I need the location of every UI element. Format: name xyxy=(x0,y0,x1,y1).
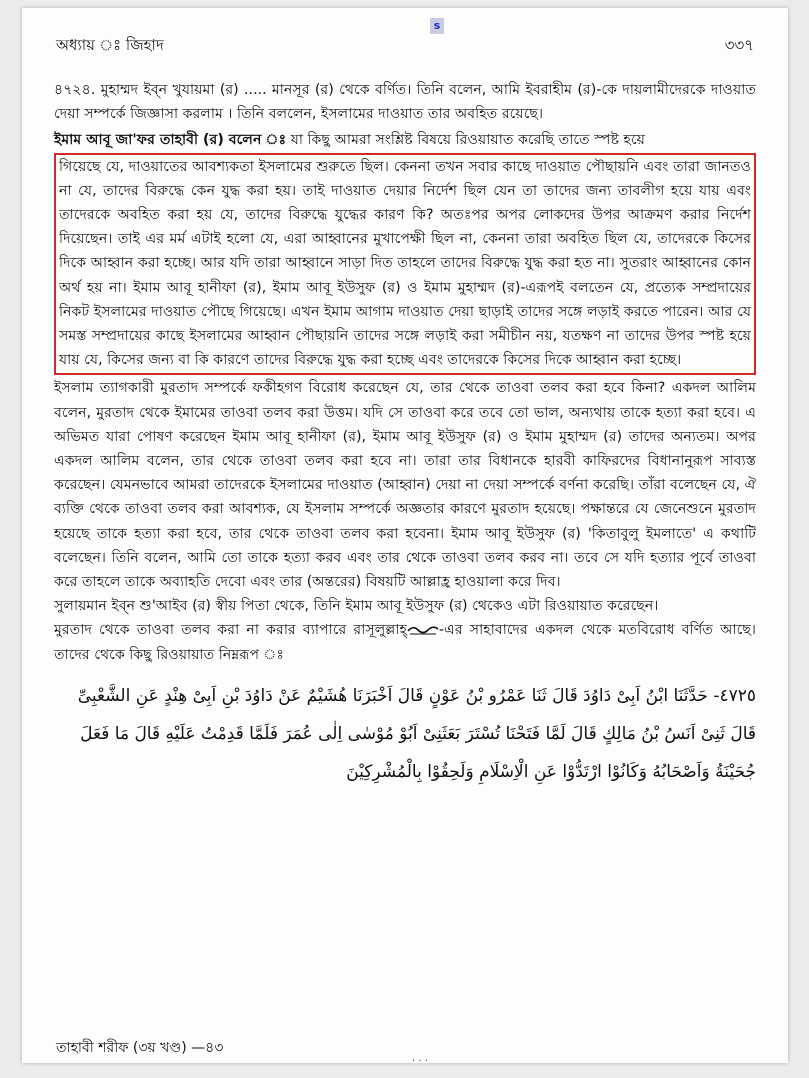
companions-text-b: -এর সাহাবাদের একদল থেকে মতবিরোধ বর্ণিত আছে। তাদের থেকে কিছু রিওয়ায়াত নিম্নরূপ ঃ xyxy=(54,622,756,663)
tahawi-statement xyxy=(54,128,756,152)
footer-mark: · · · xyxy=(412,1056,428,1067)
hadith-4724: ৪৭২৪. মুহাম্মদ ইব্ন খুযায়মা (র) ..... মানসূর (র) থেকে বর্ণিত। তিনি বলেন, আমি ইবরাহীম (র)-কে দায়লামীদেরকে দাওয়াত দেয়া সম্পর্কে জিজ্ঞাসা করলাম । তিনি বললেন, ইসলামের দাওয়াত তার অবহিত রয়েছে। xyxy=(54,82,756,123)
page-number: ৩৩৭ xyxy=(724,36,754,54)
chapter-title: অধ্যায় ঃ জিহাদ xyxy=(56,36,164,54)
companions-paragraph xyxy=(54,618,756,666)
highlighted-passage: গিয়েছে যে, দাওয়াতের আবশ্যকতা ইসলামের শুরুতে ছিল। কেননা তখন সবার কাছে দাওয়াত পৌছায়নি এবং তারা জানতও না যে, তাদের বিরুদ্ধে কেন যুদ্ধ করা হয়। তাই দাওয়াত দেয়ার নির্দেশ ছিল যেন তা তাদের জন্য তাবলীগ হয়ে যায় এবং তাদেরকে অবহিত করা হয় যে, তাদের বিরুদ্ধে যুদ্ধের কারণ কি? অতঃপর অপর লোকদের উপর আক্রমণ করার নির্দেশ দিয়েছেন। তাই এর মর্ম এটাই হলো যে, এরা আহ্বানের মুখাপেক্ষী ছিল না, কেননা তারা অবহিত ছিল যে, তাদেরকে কিসের দিকে আহ্বান করা হচ্ছে। আর যদি তারা আহ্বানে সাড়া দিত তাহলে তাদের বিরুদ্ধে যুদ্ধ করা হত না। সুতরাং আহ্বানের কোন অর্থ হয় না। ইমাম আবূ হানীফা (র), ইমাম আবূ ইউসুফ (র) ও ইমাম মুহাম্মদ (র)-এরূপই বলতেন যে, প্রত্যেক সম্প্রদায়ের নিকট ইসলামের দাওয়াত পৌছে গিয়েছে। এখন ইমাম আগাম দাওয়াত দেয়া ছাড়াই তাদের সঙ্গে লড়াই করতে পারেন। আর যে সমস্ত সম্প্রদায়ের কাছে ইসলামের আহ্বান পৌছায়নি তাদের সঙ্গে লড়াই করা সমীচীন নয়, যতক্ষণ না তাদের উপর স্পষ্ট হয়ে যায় যে, কিসের জন্য বা কি কারণে তাদের বিরুদ্ধে যুদ্ধ করা হচ্ছে এবং তাদেরকে কিসের দিকে আহ্বান করা হচ্ছে। xyxy=(54,153,756,376)
page-marker: s xyxy=(430,18,444,34)
murtad-paragraph: ইসলাম ত্যাগকারী মুরতাদ সম্পর্কে ফকীহগণ বিরোধ করেছেন যে, তার থেকে তাওবা তলব করা হবে কিনা? একদল আলিম বলেন, মুরতাদ থেকে ইমামের তাওবা তলব করা উত্তম। যদি সে তাওবা করে তবে তো ভাল, অন্যথায় তাকে হত্যা করা হবে। এ অভিমত যারা পোষণ করেছেন ইমাম আবূ হানীফা (র), ইমাম আবূ ইউসুফ (র) ও ইমাম মুহাম্মদ (র) তাদের অন্যতম। অপর একদল আলিম বলেন, তার থেকে তাওবা তলব করা হবে না। তারা তার বিধানকে হারবী কাফিরদের বিধানানুরূপ সাব্যস্ত করেছেন। যেমনভাবে আমরা তাদেরকে ইসলামের দাওয়াত (আহ্বান) দেয়া না দেয়া সম্পর্কে বর্ণনা করেছি। তাঁরা বলেছেন যে, ঐ ব্যক্তি থেকে তাওবা তলব করা আবশ্যক, যে ইসলাম সম্পর্কে অজ্ঞতার কারণে মুরতাদ হয়েছে। পক্ষান্তরে যে জেনেশুনে মুরতাদ হয়েছে তাকে হত্যা করা হবে, তার থেকে তাওবা তলব করা হবেনা। ইমাম আবূ ইউসুফ (র) 'কিতাবুলু ইমলাতে' এ কথাটি বলেছেন। তিনি বলেন, আমি তো তাকে হত্যা করব এবং তার থেকে তাওবা তলব করব না। তবে সে যদি হত্যার পূর্বে তাওবা করে তাহলে তাকে অব্যাহতি দেবো এবং তার (অন্তরের) বিষয়টি আল্লাহ্র হাওয়ালা করে দিব। xyxy=(54,380,756,591)
arabic-hadith-4725: ٤٧٢٥- حَدَّثَنَا ابْنُ اَبِىْ دَاوُدَ قَالَ ثَنَا عَمْرُو بْنُ عَوْنٍ قَالَ اَخْبَرَنَا هُشَيْمٌ عَنْ دَاوُدَ بْنِ اَبِىْ هِنْدٍ عَنِ الشَّعْبِىِّ قَالَ ثَنِىْ اَنَسُ بْنُ مَالِكٍ قَالَ لَمَّا فَتَحْنَا تُسْتَرَ بَعَثَنِىْ اَبُوْ مُوْسٰى اِلٰى عُمَرَ فَلَمَّا قَدِمْتُ عَلَيْهِ قَالَ مَا فَعَلَ جُحَيْنَةُ وَاَصْحَابُهُ وَكَانُوْا ارْتَدُّوْا عَنِ الْاِسْلَامِ وَلَحِقُوْا بِالْمُشْرِكِيْنَ xyxy=(77,685,756,782)
tahawi-lead: ইমাম আবূ জা'ফর তাহাবী (র) বলেন ঃ xyxy=(54,132,287,149)
sulayman-paragraph: সুলায়মান ইব্ন শু'আইব (র) স্বীয় পিতা থেকে, তিনি ইমাম আবূ ইউসুফ (র) থেকেও এটা রিওয়ায়াত করেছেন। xyxy=(54,598,659,615)
page-footer: তাহাবী শরীফ (৩য় খণ্ড) —৪৩ xyxy=(56,1040,224,1056)
tahawi-rest: যা কিছু আমরা সংশ্লিষ্ট বিষয়ে রিওয়ায়াত করেছি তাতে স্পষ্ট হয়ে xyxy=(286,132,646,149)
companions-text-a: মুরতাদ থেকে তাওবা তলব করা না করার ব্যাপারে রাসূলুল্লাহ্ xyxy=(54,622,407,639)
page-body xyxy=(54,78,756,791)
document-page xyxy=(22,8,788,1067)
salutation-glyph-icon xyxy=(407,624,439,636)
page-header xyxy=(56,34,754,58)
